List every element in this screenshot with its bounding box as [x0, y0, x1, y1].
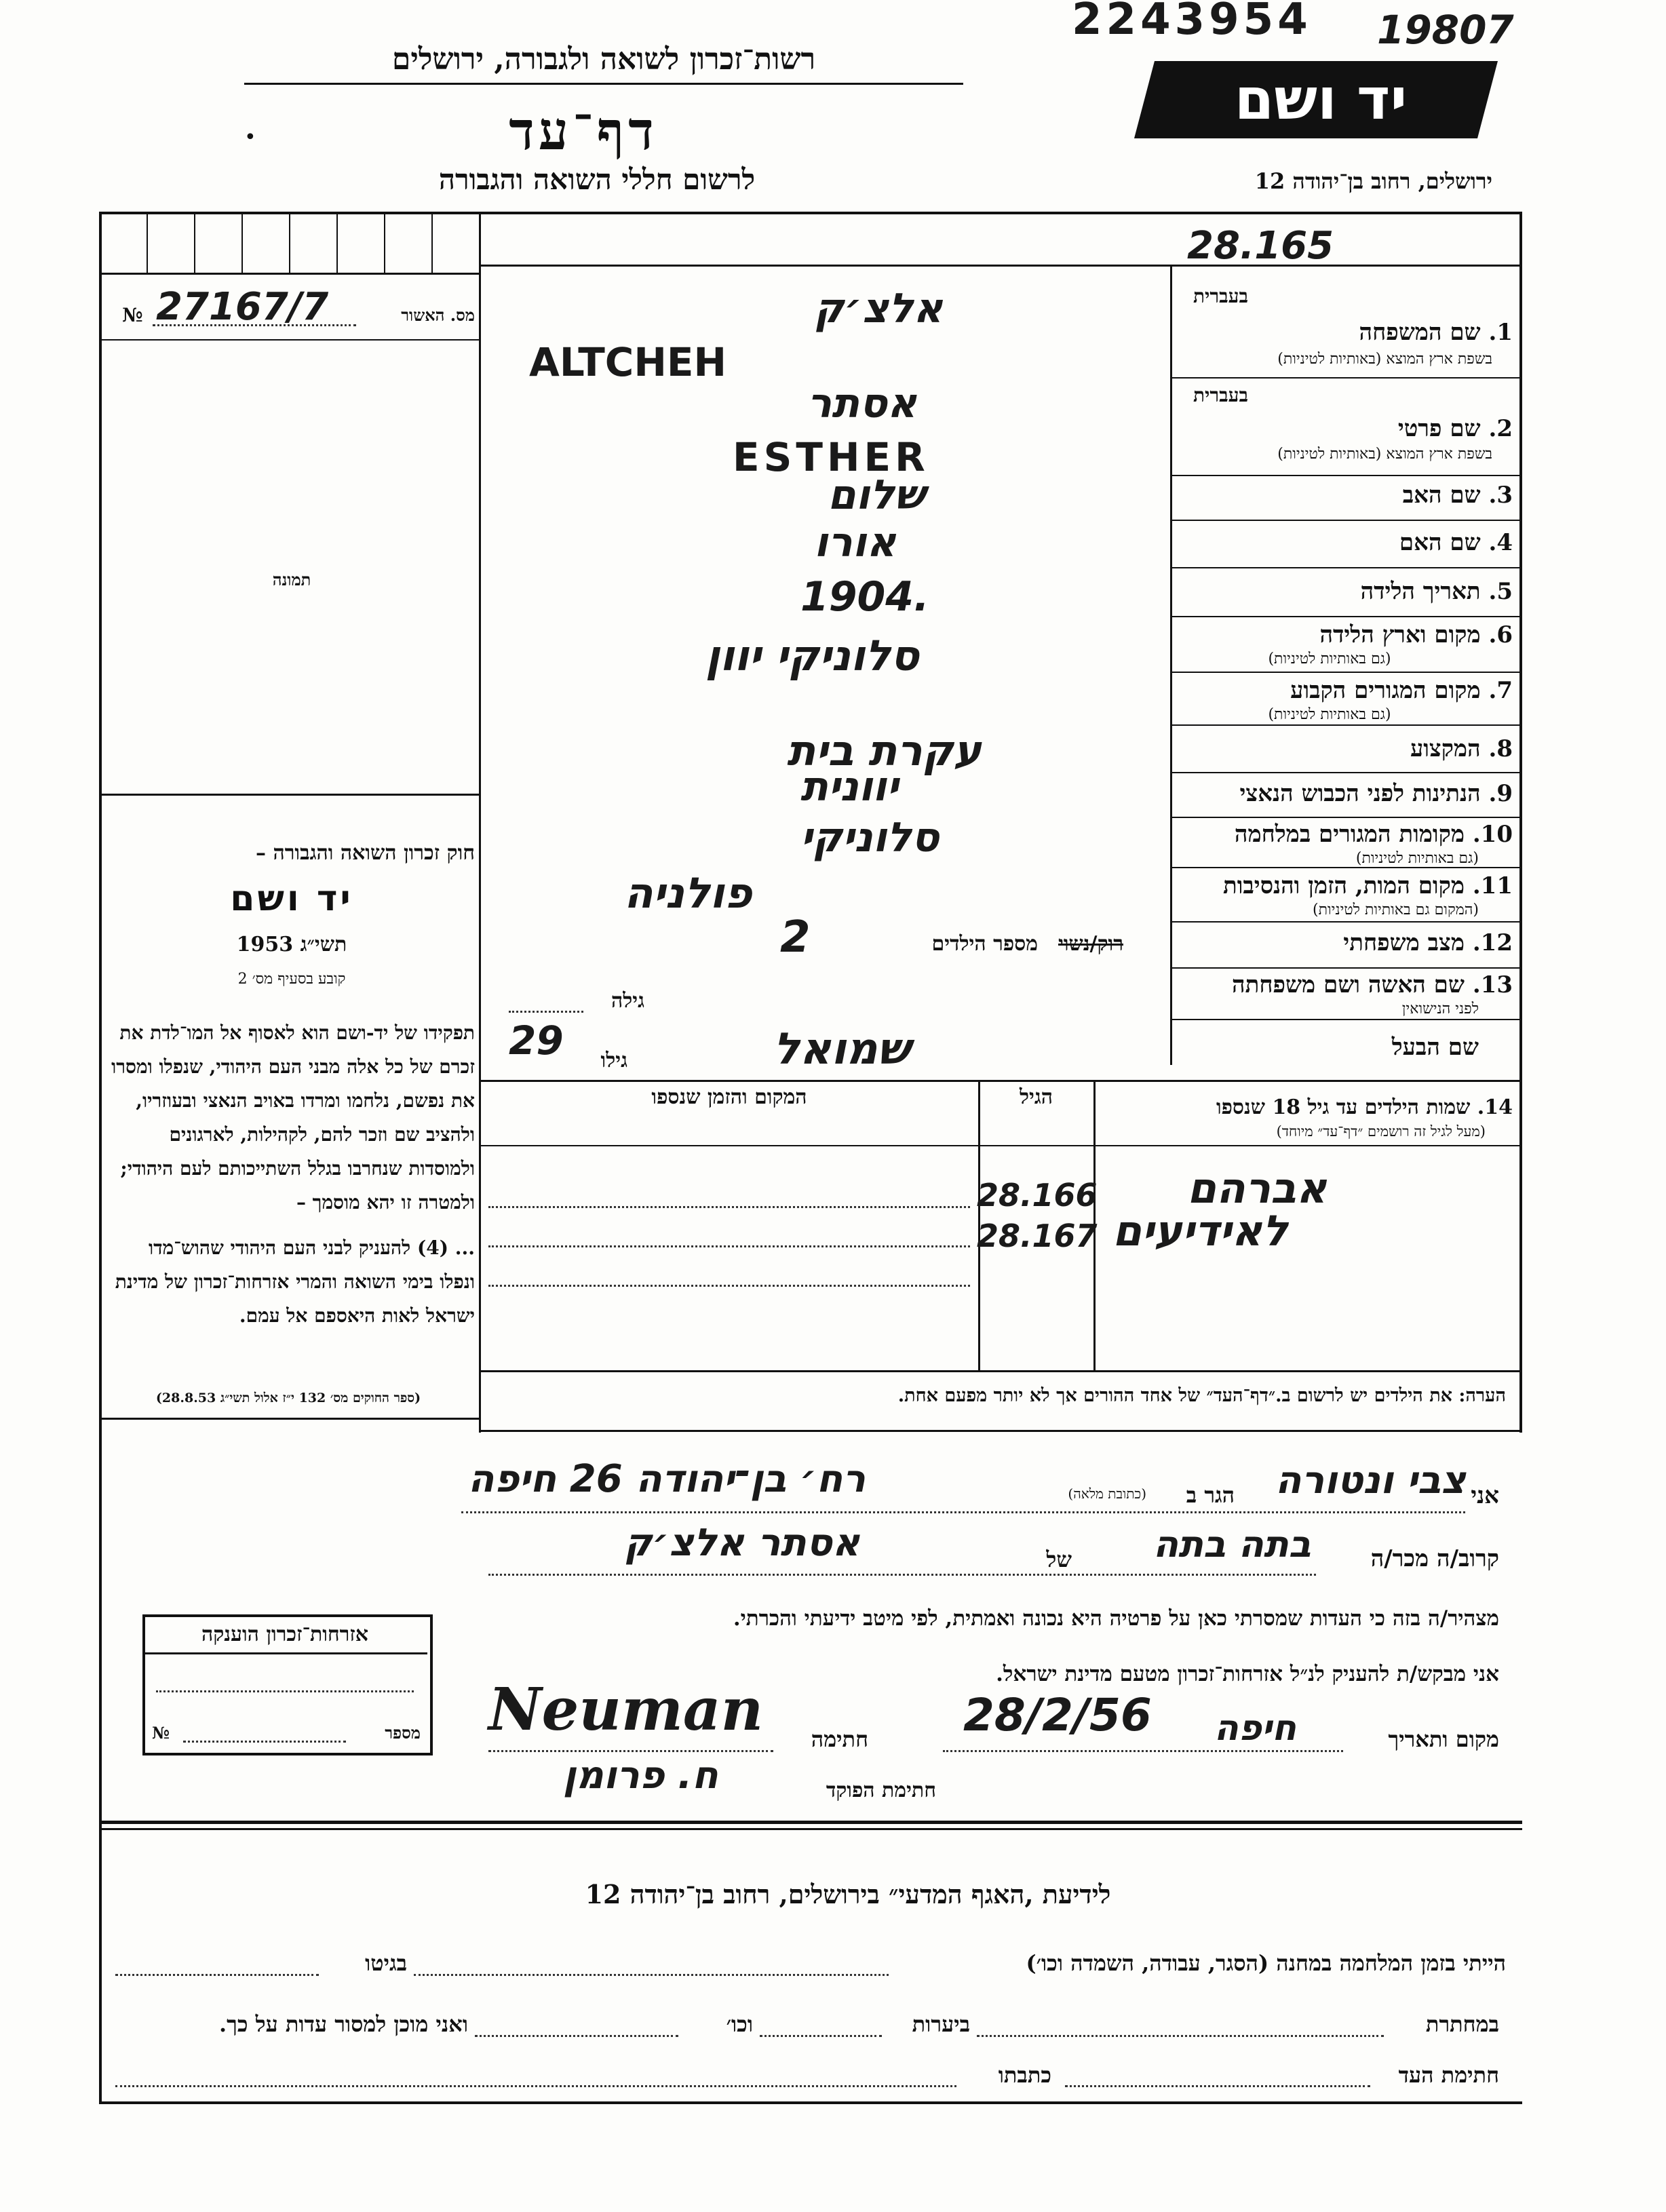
field-8-label: 8. המקצוע	[1410, 735, 1513, 762]
institution-name: רשות־זכרון לשואה ולגבורה, ירושלים	[391, 42, 816, 77]
decl-deceased: אסתר אלצ׳ק	[624, 1521, 860, 1565]
bottom-line2-end: ואני מוכן למסור עדות על כך.	[218, 2011, 468, 2037]
citizenship-title: אזרחות־זכרון הוענקה	[201, 1623, 369, 1646]
field-2-note: בשפת ארץ המוצא (באותיות לטיניות)	[1277, 446, 1492, 463]
field-1-note: בשפת ארץ המוצא (באותיות לטיניות)	[1277, 351, 1492, 368]
approval-number: 27167/7	[156, 285, 329, 329]
decl-relation: בתה בתה	[1153, 1523, 1311, 1566]
field-6-label: 6. מקום וארץ הלידה	[1319, 621, 1513, 648]
bottom-line1-start: הייתי בזמן המלחמה במחנה (הסגר, עבודה, השמדה וכו׳)	[1026, 1950, 1506, 1976]
decl-address-label: (כתובת מלאה)	[1068, 1486, 1146, 1502]
citizenship-no-symbol: №	[152, 1723, 170, 1743]
child-1-age: 28.166	[977, 1177, 1098, 1214]
child-1-name: אברהם	[1187, 1163, 1328, 1213]
law-text-2: ... (4) להעניק לבני העם היהודי שהוש־מדו ונפלו בימי השואה והמרי אזרחות־זכרון של מדינת ישראל לאות היאספם אל עמם.	[115, 1237, 475, 1327]
decl-i-label: אני	[1471, 1482, 1499, 1509]
law-source: (ספר החוקים מס׳ 132 י״ז אלול תשי״ג 28.8.53)	[155, 1391, 421, 1405]
field-2-label: 2. שם פרטי	[1397, 415, 1513, 442]
bottom-line2-mid: ביערות	[912, 2011, 970, 2037]
bottom-line2-mid2: וכו׳	[726, 2011, 753, 2037]
field-4-value: אורו	[814, 519, 896, 566]
decl-place: חיפה	[1214, 1708, 1296, 1749]
bottom-line3-start: חתימת העד	[1398, 2062, 1499, 2088]
address: ירושלים, רחוב בן־יהודה 12	[1254, 168, 1492, 194]
field-12-status: רוק/נשוי	[1058, 932, 1123, 956]
decl-request: אני מבקש/ת להעניק לנ״ל אזרחות־זכרון מטעם מדינת ישראל.	[996, 1662, 1499, 1686]
field-husband-label: שם הבעל	[1391, 1034, 1479, 1061]
children-note: (מעל לגיל זה רושמים ״דף־עד״ מיוחד)	[1276, 1123, 1486, 1140]
decl-name: צבי ונטורה	[1275, 1458, 1466, 1502]
bottom-heading: לידיעת ,האגף המדעי״ בירושלים, רחוב בן־יהודה 12	[585, 1879, 1111, 1909]
law-clause: קובע בסעיף מס׳ 2	[237, 971, 346, 988]
field-11-note: (המקום גם באותיות לטיניות)	[1313, 901, 1479, 918]
decl-signature: Neuman	[488, 1675, 764, 1744]
decl-statement: מצהיר/ה בזה כי העדות שמסרתי כאן על פרטיה היא נכונה ואמתית, לפי מיטב ידיעתי והכרתי.	[733, 1606, 1499, 1631]
field-1-label: 1. שם המשפחה	[1359, 319, 1513, 346]
logo-text: יד ושם	[1234, 66, 1408, 132]
field-13-age-label: גילה	[611, 989, 644, 1013]
children-label: 14. שמות הילדים עד גיל 18 שנספו	[1216, 1095, 1513, 1119]
record-code: 28.165	[1187, 224, 1334, 268]
field-6-value: סלוניקי יוון	[705, 631, 919, 680]
bottom-line3-mid: כתבתו	[998, 2062, 1051, 2088]
citizenship-number-label: מספר	[385, 1723, 421, 1743]
field-husband-age: 29	[509, 1017, 564, 1064]
decl-relative-label: קרוב/ה מכר/ה	[1370, 1545, 1499, 1572]
field-13-label: 13. שם האשה ושם משפחתה	[1232, 971, 1513, 998]
children-place-header: המקום והזמן שנספו	[651, 1085, 807, 1109]
field-1-value-latin: ALTCHEH	[529, 339, 727, 385]
field-11-value: פולניה	[624, 868, 752, 918]
decl-official: ח. פרומן	[563, 1753, 718, 1798]
field-6-note: (גם באותיות לטיניות)	[1268, 651, 1391, 667]
field-13-note: לפני הנישואין	[1401, 1001, 1479, 1017]
decl-signature-label: חתימה	[811, 1726, 868, 1752]
no-symbol: №	[122, 304, 143, 326]
field-5-value: 1904.	[800, 573, 929, 621]
decl-official-label: חתימת הפוקד	[826, 1779, 936, 1802]
logo	[1134, 58, 1498, 141]
form-subtitle: לרשום חללי השואה והגבורה	[438, 163, 756, 196]
field-2-value-latin: ESTHER	[733, 434, 929, 480]
field-husband-value: שמואל	[773, 1024, 910, 1074]
field-12-children: 2	[780, 912, 811, 963]
approval-label: מס. האשור	[401, 305, 475, 325]
field-3-value: שלום	[828, 471, 925, 519]
field-3-label: 3. שם האב	[1402, 482, 1513, 509]
bottom-line2-start: במחתרת	[1425, 2011, 1499, 2037]
stamp-number: 2243954	[1072, 0, 1312, 45]
law-year: תשי״ג 1953	[236, 933, 347, 956]
decl-address: רח׳ בן־יהודה 26 חיפה	[468, 1457, 866, 1501]
child-2-age: 28.167	[977, 1218, 1098, 1254]
children-age-header: הגיל	[1019, 1085, 1053, 1109]
field-4-label: 4. שם האם	[1399, 529, 1513, 556]
decl-resident-label: הגר ב	[1186, 1482, 1235, 1508]
field-2-value-heb: אסתר	[807, 380, 917, 427]
decl-date: 28/2/56	[963, 1689, 1152, 1741]
field-9-value: יוונית	[800, 763, 899, 811]
decl-of-label: של	[1046, 1547, 1072, 1572]
field-5-label: 5. תאריך הלידה	[1360, 578, 1513, 605]
law-title: חוק זכרון השואה והגבורה –	[256, 841, 475, 865]
field-7-label: 7. מקום המגורים הקבוע	[1290, 677, 1513, 704]
field-10-label: 10. מקומות המגורים במלחמה	[1234, 821, 1513, 848]
field-10-note: (גם באותיות לטיניות)	[1355, 850, 1479, 867]
field-11-label: 11. מקום המות, הזמן והנסיבות	[1222, 872, 1513, 899]
field-1-value-heb: אלצ׳ק	[814, 285, 943, 332]
remark: הערה: את הילדים יש לרשום ב.״דף־העד״ של אחד ההורים אך לא יותר מפעם אחת.	[897, 1385, 1506, 1406]
field-9-label: 9. הנתינות לפני הכבוש הנאצי	[1239, 780, 1513, 807]
field-12-label: 12. מצב משפחתי	[1343, 929, 1513, 956]
law-name: יד ושם	[230, 878, 353, 919]
field-2-heb-note: בעברית	[1193, 384, 1248, 406]
field-husband-age-label: גילו	[600, 1049, 627, 1072]
decl-place-date-label: מקום ותאריך	[1388, 1726, 1499, 1752]
field-1-heb-note: בעברית	[1193, 285, 1248, 307]
photo-label: תמונה	[272, 570, 311, 589]
bottom-line1-end: בגיטו	[365, 1950, 407, 1976]
field-7-note: (גם באותיות לטיניות)	[1268, 706, 1391, 723]
field-12-children-label: מספר הילדים	[931, 932, 1038, 956]
child-2-name: לאידיעים	[1112, 1206, 1288, 1256]
form-title: דף־עד	[509, 100, 658, 162]
field-10-value: סלוניקי	[800, 814, 939, 861]
field-8-value: עקרת בית	[787, 726, 982, 775]
stamp-number-2: 19807	[1377, 7, 1514, 53]
law-text: תפקידו של יד-ושם הוא לאסוף אל המו־לדת את זכרם של כל אלה מבני העם היהודי, שנפלו ומסרו את נפשם, נלחמו ומרדו באויב הנאצי ובעוזריו, ולהציב שם וזכר להם, לקהילות, לארגונים ולמוסדות שנחרבו בגלל השתייכותם לעם היהודי; ולמטרה זו יהא מוסמך –	[111, 1022, 475, 1214]
dot-mark: •	[244, 125, 256, 149]
